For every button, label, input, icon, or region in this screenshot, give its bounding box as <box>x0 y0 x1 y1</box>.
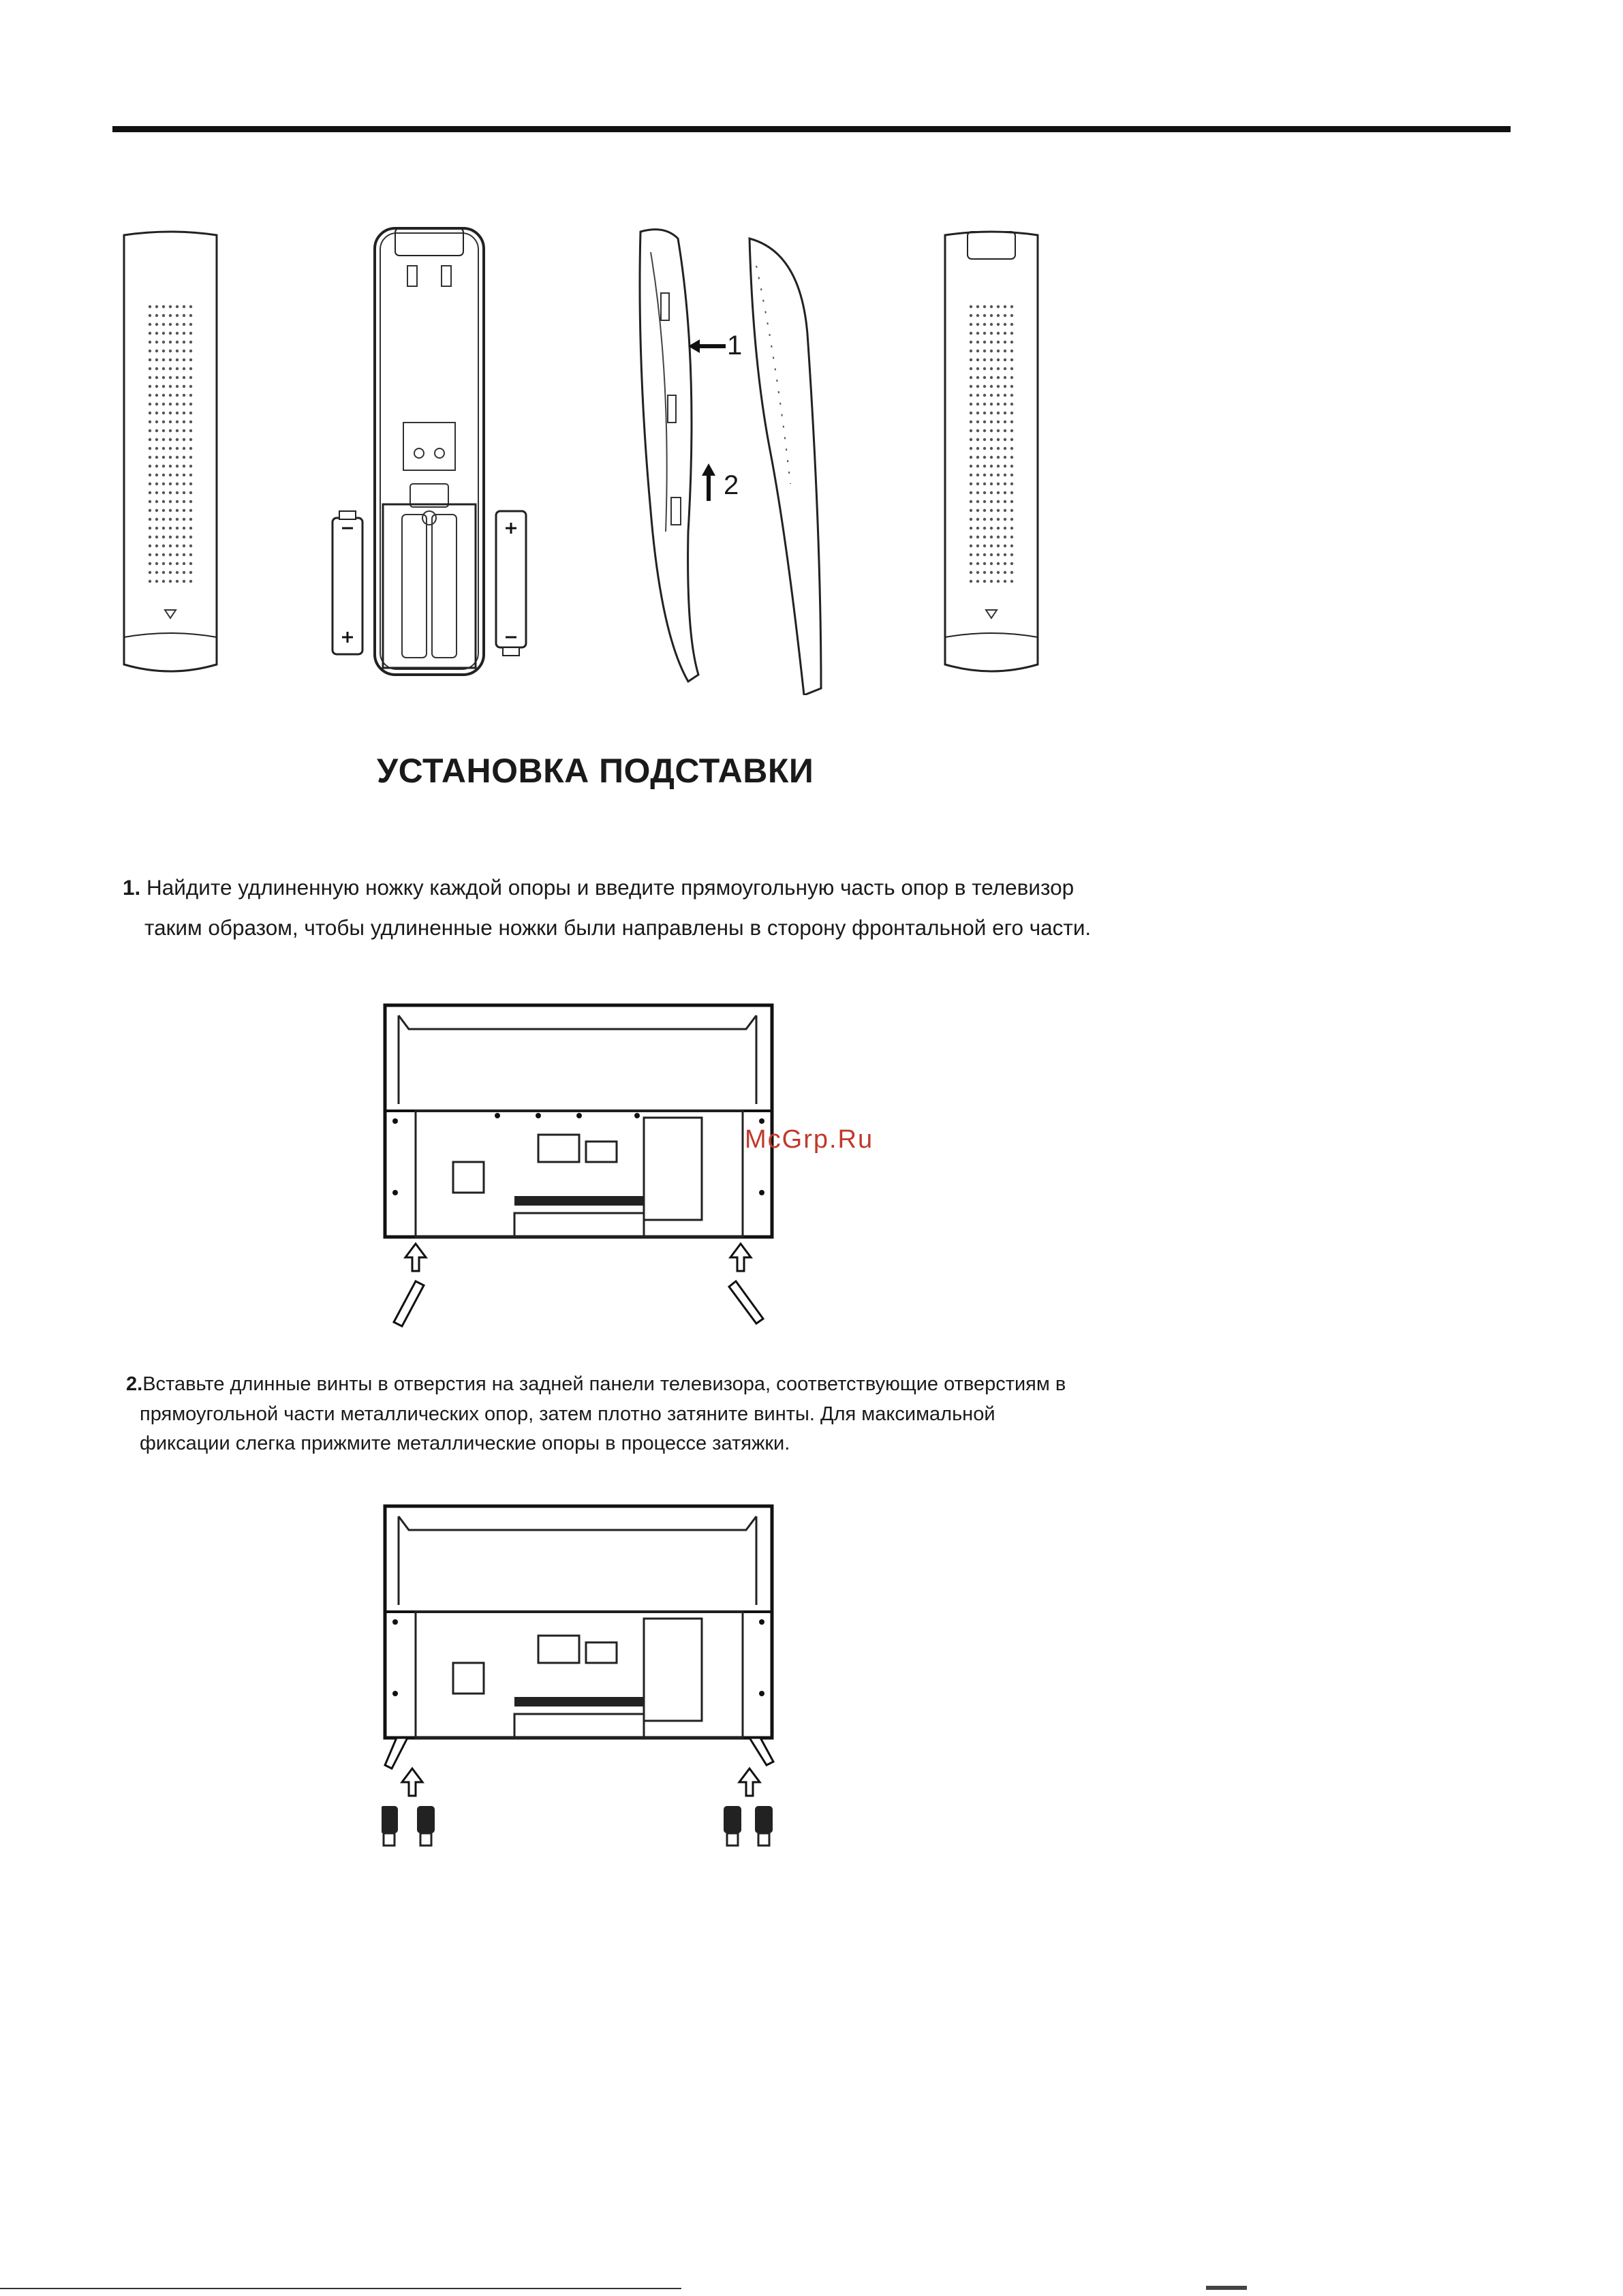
tv-back-panel-icon <box>382 1002 777 1329</box>
remote-front-icon <box>116 228 225 678</box>
arrow-1-label: 1 <box>727 331 743 361</box>
stand-leg-icon <box>729 1281 763 1323</box>
step-1-number: 1. <box>123 875 141 900</box>
battery-icon <box>333 511 362 654</box>
screw-icon <box>382 1806 398 1846</box>
arrow-up-icon <box>405 1244 426 1271</box>
step-2-number: 2. <box>126 1373 143 1395</box>
step-2-line-1: Вставьте длинные винты в отверстия на задней панели телевизора, соответствующие отверстиям в <box>142 1373 1066 1395</box>
stand-leg-icon <box>385 1738 407 1769</box>
arrow-up-icon <box>730 1244 751 1271</box>
remote-front-icon <box>937 228 1046 678</box>
remote-battery-compartment-icon <box>320 225 538 682</box>
footer-mark <box>1206 2286 1247 2290</box>
watermark: McGrp.Ru <box>745 1125 874 1154</box>
step-1-line-2: таким образом, чтобы удлиненные ножки были направлены в сторону фронтальной его части. <box>144 915 1092 940</box>
screw-icon <box>724 1806 741 1846</box>
arrow-up-icon <box>402 1769 422 1796</box>
header-rule <box>112 126 1511 132</box>
section-heading: УСТАНОВКА ПОДСТАВКИ <box>377 752 814 790</box>
tv-back-panel-icon <box>382 1503 777 1857</box>
step-2-line-2: прямоугольной части металлических опор, затем плотно затяните винты. Для максимальной <box>140 1403 995 1425</box>
stand-leg-icon <box>394 1281 424 1326</box>
step-2-line-3: фиксации слегка прижмите металлические опоры в процессе затяжки. <box>140 1433 790 1454</box>
screw-icon <box>755 1806 773 1846</box>
step-2-text <box>126 1370 1066 1459</box>
step-1-line-1: Найдите удлиненную ножку каждой опоры и введите прямоугольную часть опор в телевизор <box>140 875 1075 900</box>
screw-icon <box>417 1806 435 1846</box>
footer-rule <box>0 2288 681 2289</box>
arrow-up-icon <box>739 1769 760 1796</box>
battery-icon <box>496 511 526 656</box>
step-1-text <box>123 874 1091 942</box>
stand-leg-icon <box>749 1738 773 1765</box>
remote-cover-removal-icon <box>623 225 869 695</box>
arrow-2-label: 2 <box>724 470 739 500</box>
